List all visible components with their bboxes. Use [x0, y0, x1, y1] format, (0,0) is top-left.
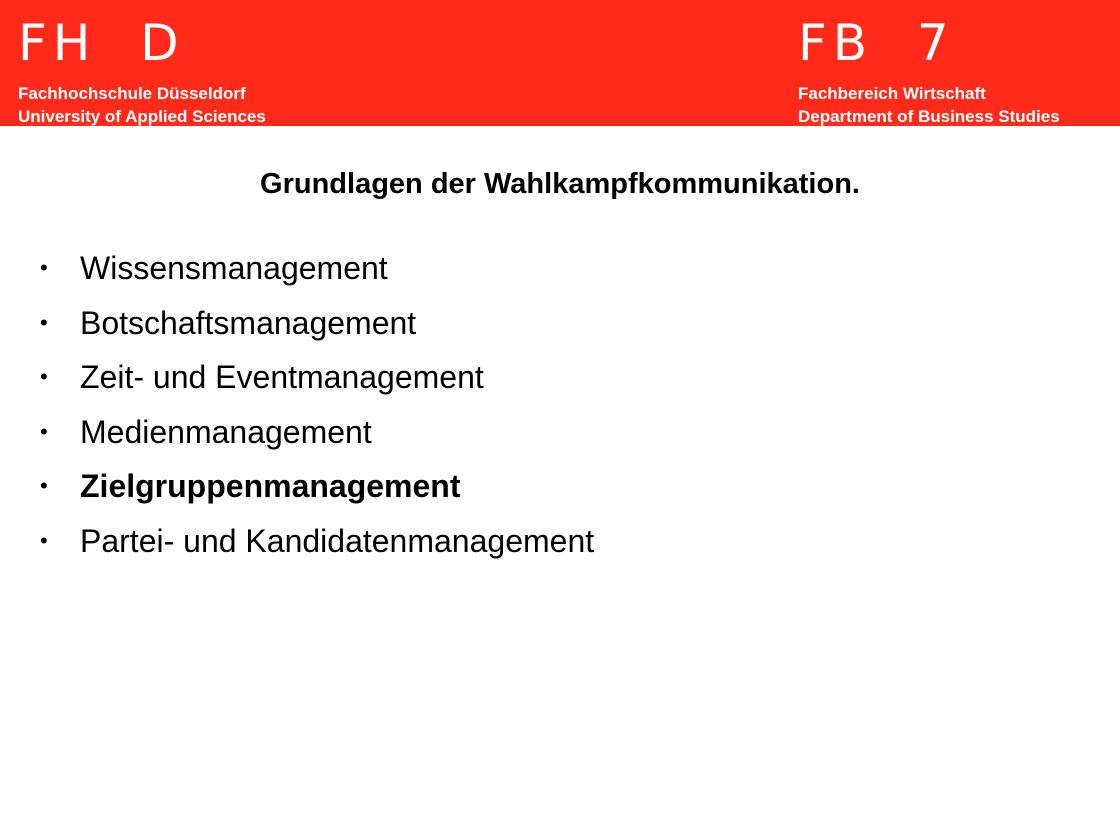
fhd-logo [18, 0, 266, 128]
list-item-label: Medienmanagement [80, 413, 372, 450]
list-item-label: Botschaftsmanagement [80, 304, 417, 341]
list-item-label: Wissensmanagement [80, 250, 388, 286]
bullet-icon: • [40, 473, 48, 498]
list-item-label: Zielgruppenmanagement [80, 468, 461, 504]
fb7-name-de: Fachbereich Wirtschaft [798, 84, 986, 103]
bullet-icon: • [40, 309, 48, 335]
fb7-logo [798, 0, 1060, 128]
fhd-name-en: University of Applied Sciences [18, 107, 266, 126]
bullet-icon: • [40, 418, 48, 444]
bullet-icon: • [40, 364, 48, 389]
bullet-icon: • [40, 527, 48, 553]
fb7-logo-mark: FB 7 [798, 14, 955, 72]
bullet-icon: • [40, 255, 48, 280]
list-item-label: Zeit- und Eventmanagement [80, 359, 484, 395]
slide-title: Grundlagen der Wahlkampfkommunikation. [260, 168, 860, 200]
header-banner [0, 0, 1120, 126]
list-item-label: Partei- und Kandidatenmanagement [80, 522, 595, 559]
fb7-name-en: Department of Business Studies [798, 107, 1060, 126]
fhd-logo-mark: FH D [18, 14, 185, 72]
fhd-name-de: Fachhochschule Düsseldorf [18, 84, 246, 103]
